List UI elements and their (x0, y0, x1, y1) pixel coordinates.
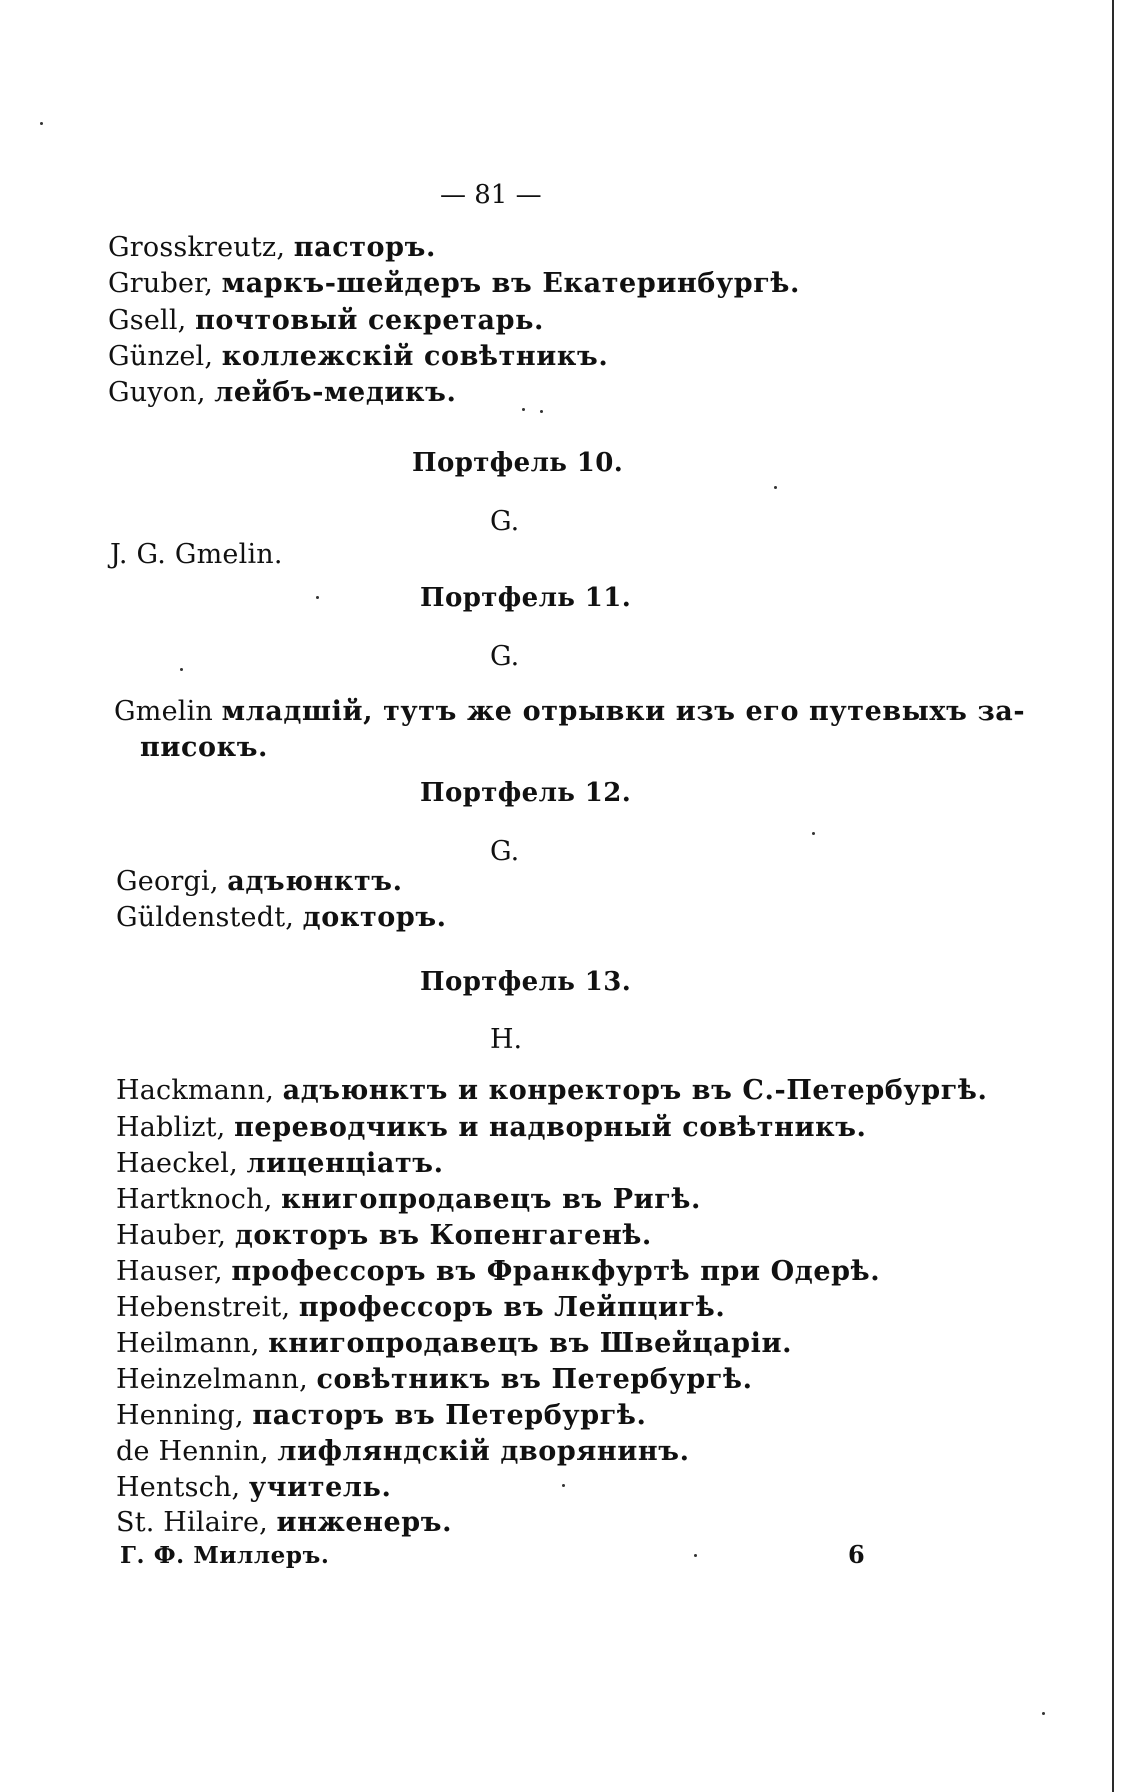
list-item (110, 537, 283, 573)
entry-description: адъюнктъ. (227, 866, 403, 897)
scan-speck (774, 486, 777, 489)
entry-name: Gmelin (114, 696, 214, 727)
list-item (116, 1182, 701, 1218)
entry-name: Hablizt, (116, 1112, 226, 1143)
list-item (116, 1073, 988, 1109)
list-item (108, 230, 436, 266)
scan-speck (180, 668, 183, 671)
signature-mark: Г. Ф. Миллеръ. (120, 1542, 330, 1569)
entry-description: книгопродавецъ въ Швейцаріи. (268, 1328, 793, 1359)
page-edge-rule (1112, 0, 1114, 1792)
list-item (116, 1326, 792, 1362)
list-item (116, 864, 403, 900)
entry-description: почтовый секретарь. (195, 305, 544, 336)
entry-description: переводчикъ и надворный совѣтникъ. (234, 1112, 867, 1143)
list-item (116, 900, 447, 936)
list-item (116, 1146, 444, 1182)
entry-name: St. Hilaire, (116, 1507, 268, 1538)
list-item (116, 1398, 646, 1434)
sheet-number: 6 (848, 1540, 865, 1569)
entry-description: пасторъ въ Петербургѣ. (252, 1400, 647, 1431)
entry-name: de Hennin, (116, 1436, 269, 1467)
list-item (116, 1362, 753, 1398)
page-number: — 81 — (440, 180, 542, 210)
scan-speck (40, 122, 43, 125)
entry-name: Heilmann, (116, 1328, 260, 1359)
entry-name: Henning, (116, 1400, 244, 1431)
scan-speck (540, 410, 543, 413)
entry-name: Hentsch, (116, 1472, 241, 1503)
list-item-continuation (140, 730, 268, 766)
section-heading: Портфель 10. (412, 448, 624, 478)
list-item (116, 1290, 725, 1326)
scan-speck (562, 1484, 565, 1487)
section-letter: G. (490, 641, 520, 672)
entry-name: Hebenstreit, (116, 1292, 291, 1323)
list-item (108, 266, 800, 302)
section-letter: G. (490, 836, 520, 867)
entry-description: писокъ. (140, 732, 269, 763)
entry-name: Günzel, (108, 341, 214, 372)
section-heading: Портфель 11. (420, 583, 632, 613)
list-item (114, 694, 1025, 730)
entry-name: J. G. Gmelin. (110, 539, 283, 570)
section-heading: Портфель 12. (420, 778, 632, 808)
entry-description: инженеръ. (276, 1507, 453, 1538)
scan-speck (316, 596, 319, 599)
list-item (116, 1434, 690, 1470)
entry-name: Gsell, (108, 305, 187, 336)
entry-description: докторъ. (302, 902, 447, 933)
entry-name: Hackmann, (116, 1075, 274, 1106)
list-item (116, 1470, 391, 1506)
entry-name: Guyon, (108, 377, 206, 408)
entry-name: Hartknoch, (116, 1184, 273, 1215)
list-item (116, 1218, 652, 1254)
list-item (116, 1254, 880, 1290)
entry-description: докторъ въ Копенгагенѣ. (234, 1220, 652, 1251)
entry-name: Grosskreutz, (108, 232, 286, 263)
scan-speck (522, 408, 525, 411)
entry-name: Gruber, (108, 268, 214, 299)
entry-description: коллежскій совѣтникъ. (221, 341, 609, 372)
entry-description: пасторъ. (293, 232, 436, 263)
list-item (116, 1505, 452, 1541)
entry-description: учитель. (248, 1472, 392, 1503)
section-heading: Портфель 13. (420, 967, 632, 997)
entry-description: лиценціатъ. (246, 1148, 444, 1179)
entry-description: лифляндскій дворянинъ. (277, 1436, 690, 1467)
entry-description: маркъ-шейдеръ въ Екатеринбургѣ. (221, 268, 801, 299)
list-item (108, 303, 544, 339)
scan-speck (812, 832, 815, 835)
entry-description: профессоръ въ Франкфуртѣ при Одерѣ. (231, 1256, 881, 1287)
entry-description: адъюнктъ и конректоръ въ С.-Петербургѣ. (282, 1075, 988, 1106)
entry-description: профессоръ въ Лейпцигѣ. (298, 1292, 726, 1323)
entry-name: Heinzelmann, (116, 1364, 308, 1395)
entry-name: Güldenstedt, (116, 902, 295, 933)
entry-description: совѣтникъ въ Петербургѣ. (316, 1364, 753, 1395)
entry-name: Hauser, (116, 1256, 223, 1287)
entry-name: Haeckel, (116, 1148, 238, 1179)
list-item (116, 1110, 867, 1146)
section-letter: H. (490, 1024, 523, 1055)
entry-description: лейбъ-медикъ. (214, 377, 457, 408)
section-letter: G. (490, 506, 520, 537)
entry-description: младшій, тутъ же отрывки изъ его путевыхъ за- (221, 696, 1026, 727)
entry-name: Hauber, (116, 1220, 227, 1251)
scan-speck (694, 1554, 697, 1557)
entry-description: книгопродавецъ въ Ригѣ. (281, 1184, 702, 1215)
scan-speck (1042, 1712, 1045, 1715)
list-item (108, 339, 608, 375)
list-item (108, 375, 456, 411)
entry-name: Georgi, (116, 866, 219, 897)
